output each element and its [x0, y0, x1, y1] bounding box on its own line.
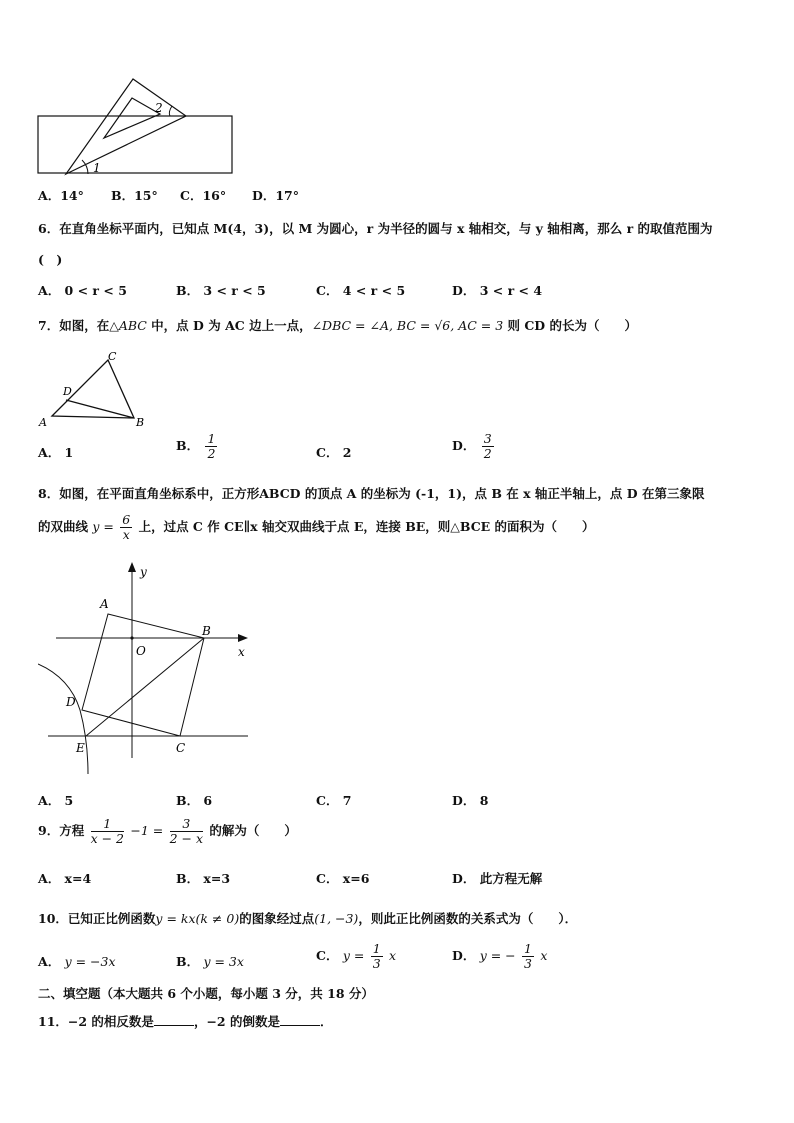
q6-stem: 6．在直角坐标平面内，已知点 M(4，3)，以 M 为圆心，r 为半径的圆与 x 轴相交，与 y 轴相离，那么 r 的取值范围为	[38, 221, 713, 236]
segment-bd	[66, 400, 134, 418]
q8-label-b: B	[202, 624, 211, 638]
q7-option-d-den: 2	[483, 445, 492, 461]
q8-label-o: O	[136, 644, 146, 658]
q10-option-b-math: y = 3x	[203, 954, 244, 969]
q9-mid: −1 =	[130, 822, 164, 838]
q10-option-a	[38, 952, 116, 970]
q5-option-a: A．14°	[38, 188, 84, 203]
q7-label-b: B	[136, 416, 145, 429]
q11-part-a: −2 的相反数是	[67, 1014, 154, 1029]
q9-option-b: B． x=3	[176, 871, 231, 886]
q5-option-b: B．15°	[111, 188, 158, 203]
q11-blank-1[interactable]	[154, 1013, 194, 1026]
section-2-heading: 二、填空题（本大题共 6 个小题，每小题 3 分，共 18 分）	[38, 986, 374, 1001]
q10-option-b-label: B．	[176, 954, 200, 969]
q11-part-b: ，	[193, 1014, 207, 1029]
q8-label-x: x	[238, 645, 245, 659]
q8-label-c: C	[176, 741, 186, 755]
set-square-outer	[66, 79, 186, 174]
q6-option-b: B． 3 < r < 5	[176, 283, 266, 298]
q10-mid: 的图象经过点	[239, 911, 315, 926]
q10-option-c-x: x	[389, 947, 397, 963]
q7-figure	[36, 348, 156, 432]
q10-option-d-num: 1	[524, 941, 532, 956]
q8-stem2-pre: 的双曲线	[38, 518, 89, 534]
q9-f2-den: 2 − x	[169, 830, 204, 846]
q10-option-d	[452, 942, 547, 971]
q7-stem-pre: 7．如图，在	[38, 318, 110, 333]
square-abcd	[82, 614, 204, 736]
q11-blank-2[interactable]	[280, 1013, 320, 1026]
q7-option-b-num: 1	[207, 431, 216, 446]
q6-option-c: C． 4 < r < 5	[316, 283, 406, 298]
q8-option-a: A． 5	[38, 793, 74, 808]
q8-label-d: D	[66, 695, 76, 709]
q7-stem-post: 则 CD 的长为（ ）	[503, 318, 638, 333]
q10-option-c-fraction	[371, 942, 383, 971]
q9-f2-num: 3	[170, 817, 203, 832]
q8-option-b: B． 6	[176, 793, 213, 808]
q10-option-b	[176, 952, 244, 970]
q7-option-d-fraction	[482, 432, 494, 461]
q10-stem	[38, 909, 577, 927]
q8-stem2-den: x	[122, 526, 130, 542]
q7-option-b-fraction	[205, 432, 217, 461]
angle-1-label: 1	[93, 161, 101, 175]
q8-stem2-post: 上，过点 C 作 CE∥x 轴交双曲线于点 E，连接 BE，则△BCE 的面积为（ ）	[138, 518, 595, 534]
y-axis-arrow	[128, 562, 136, 572]
q7-stem	[38, 316, 637, 334]
q10-option-d-label: D．	[452, 947, 476, 963]
q9-fraction-2	[170, 817, 203, 846]
q5-figure	[36, 76, 236, 178]
q10-option-d-y: y = −	[479, 947, 516, 963]
hyperbola-branch	[38, 664, 88, 774]
q9-f1-den: x − 2	[90, 830, 124, 846]
q11-number: 11．	[38, 1014, 68, 1029]
q9-post: 的解为（ ）	[209, 822, 297, 838]
q7-option-b-label: B．	[176, 437, 200, 453]
q10-option-a-label: A．	[38, 954, 61, 969]
q9-option-d: D． 此方程无解	[452, 871, 543, 886]
q7-stem-mid: 中，点 D 为 AC 边上一点，	[146, 318, 312, 333]
q11-part-c: −2 的倒数是	[206, 1014, 280, 1029]
q10-option-c-num: 1	[372, 941, 381, 956]
q11-stem	[38, 1012, 333, 1030]
q6-option-d: D． 3 < r < 4	[452, 283, 543, 298]
q6-paren: ( )	[38, 252, 63, 267]
q8-stem-line1: 8．如图，在平面直角坐标系中，正方形ABCD 的顶点 A 的坐标为 (-1，1)，点 B 在 x 轴正半轴上，点 D 在第三象限	[38, 486, 705, 501]
q8-option-c: C． 7	[316, 793, 352, 808]
q9-pre: 9．方程	[38, 822, 85, 838]
q5-option-c: C．16°	[180, 188, 227, 203]
q10-option-d-den: 3	[524, 955, 532, 971]
q5-option-d: D．17°	[252, 188, 299, 203]
q8-label-y: y	[140, 565, 147, 579]
q8-stem-line2	[38, 513, 595, 542]
q10-math-2: (1, −3)	[314, 911, 359, 926]
q7-label-c: C	[108, 350, 117, 363]
q10-option-c-label: C．	[316, 947, 339, 963]
x-axis-arrow	[238, 634, 248, 642]
q10-option-d-fraction	[522, 942, 534, 971]
q9-option-a: A． x=4	[38, 871, 92, 886]
q10-pre: 10．已知正比例函数	[38, 911, 156, 926]
q9-stem	[38, 817, 297, 846]
q8-label-a: A	[100, 597, 109, 611]
q9-f1-num: 1	[91, 817, 124, 832]
q6-option-a: A． 0 < r < 5	[38, 283, 127, 298]
q10-option-d-x: x	[540, 947, 548, 963]
q7-stem-triangle: △ABC	[109, 318, 147, 333]
q8-label-e: E	[76, 741, 85, 755]
q7-option-c: C． 2	[316, 445, 352, 460]
q10-math-1: y = kx(k ≠ 0)	[155, 911, 240, 926]
q7-option-d-num: 3	[483, 431, 492, 446]
angle-2-arc	[169, 106, 172, 116]
q7-option-b-den: 2	[207, 445, 216, 461]
q8-figure	[38, 560, 252, 776]
q7-option-a: A． 1	[38, 445, 74, 460]
q7-label-d: D	[63, 385, 72, 398]
q8-stem2-num: 6	[122, 512, 131, 527]
q7-option-d	[452, 432, 496, 461]
q10-post: ，则此正比例函数的关系式为（ ）．	[358, 911, 578, 926]
q10-option-c-y: y =	[342, 947, 365, 963]
q10-option-c	[316, 942, 396, 971]
q7-option-b	[176, 432, 219, 461]
q8-stem2-y: y =	[92, 518, 114, 534]
q10-option-c-den: 3	[372, 955, 381, 971]
q8-option-d: D． 8	[452, 793, 489, 808]
q7-option-d-label: D．	[452, 437, 476, 453]
q9-option-c: C． x=6	[316, 871, 370, 886]
q7-stem-math: ∠DBC = ∠A, BC = √6, AC = 3	[311, 318, 504, 333]
q9-fraction-1	[91, 817, 124, 846]
origin-dot	[130, 636, 133, 639]
q7-label-a: A	[39, 416, 47, 429]
angle-2-label: 2	[155, 101, 163, 115]
q11-part-d: ．	[319, 1014, 333, 1029]
angle-1-arc	[82, 160, 88, 174]
q10-option-a-math: y = −3x	[64, 954, 116, 969]
q8-stem2-fraction	[120, 513, 132, 542]
